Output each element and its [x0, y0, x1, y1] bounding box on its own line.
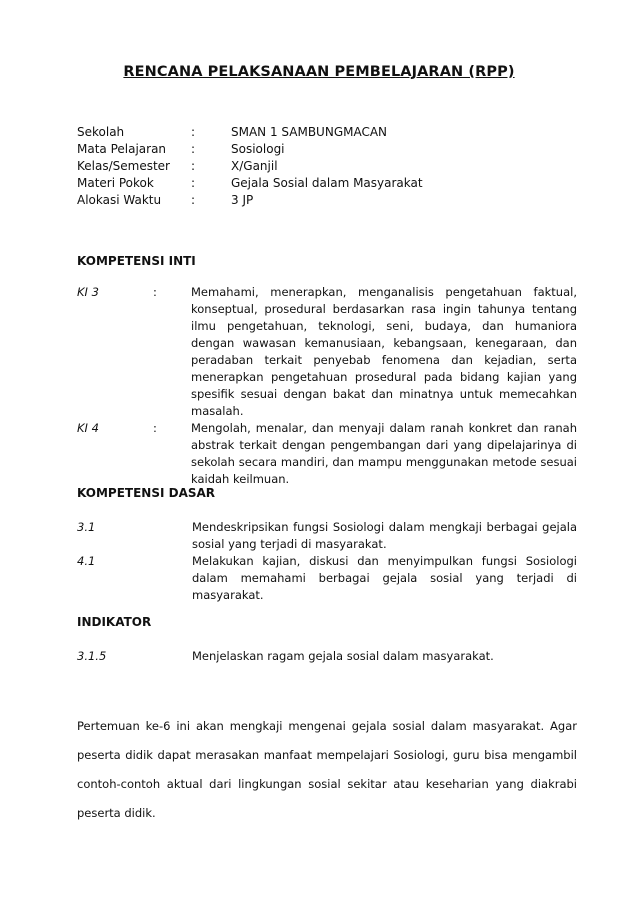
- indikator-text: Menjelaskan ragam gejala sosial dalam masyarakat.: [192, 649, 494, 663]
- identity-label: Materi Pokok: [77, 176, 154, 190]
- ki-item: [77, 420, 577, 488]
- identity-table: [77, 124, 423, 209]
- identity-label: Kelas/Semester: [77, 159, 170, 173]
- kd-text: Mendeskripsikan fungsi Sosiologi dalam mengkaji berbagai gejala sosial yang terjadi di masyarakat.: [192, 520, 577, 551]
- identity-colon: :: [191, 159, 196, 173]
- kompetensi-inti-list: [77, 284, 577, 488]
- identity-row: [77, 124, 423, 141]
- intro-paragraph: Pertemuan ke-6 ini akan mengkaji mengenai gejala sosial dalam masyarakat. Agar peserta didik dapat merasakan manfaat mempelajari Sosiologi, guru bisa mengambil contoh-contoh aktual dari lingkungan sosial sekitar atau keseharian yang diakrabi peserta didik.: [77, 719, 577, 820]
- ki-text: Memahami, menerapkan, menganalisis pengetahuan faktual, konseptual, prosedural berdasarkan rasa ingin tahunya tentang ilmu pengetahuan, teknologi, seni, budaya, dan humaniora dengan wawasan kemanusiaan, kebangsaan, kenegaraan, dan peradaban terkait penyebab fenomena dan kejadian, serta menerapkan pengetahuan prosedural pada bidang kajian yang spesifik sesuai dengan bakat dan minatnya untuk memecahkan masalah.: [191, 285, 577, 418]
- identity-label: Alokasi Waktu: [77, 193, 162, 207]
- identity-colon: :: [191, 125, 196, 139]
- indikator-list: [77, 648, 577, 665]
- identity-value: Sosiologi: [231, 142, 285, 156]
- identity-colon: :: [191, 142, 196, 156]
- identity-row: [77, 192, 423, 209]
- indikator-code: 3.1.5: [77, 649, 107, 663]
- kd-item: [77, 519, 577, 553]
- kd-code: 3.1: [77, 520, 96, 534]
- ki-code: KI 4: [77, 421, 99, 435]
- ki-code: KI 3: [77, 285, 99, 299]
- ki-item: [77, 284, 577, 420]
- ki-colon: :: [153, 421, 157, 435]
- identity-label: Sekolah: [77, 125, 125, 139]
- document-title: RENCANA PELAKSANAAN PEMBELAJARAN (RPP): [123, 64, 515, 80]
- identity-row: [77, 158, 423, 175]
- identity-value: X/Ganjil: [231, 159, 278, 173]
- identity-label: Mata Pelajaran: [77, 142, 167, 156]
- ki-colon: :: [153, 285, 157, 299]
- identity-row: [77, 175, 423, 192]
- indikator-item: [77, 648, 577, 665]
- kd-text: Melakukan kajian, diskusi dan menyimpulkan fungsi Sosiologi dalam memahami berbagai gejala sosial yang terjadi di masyarakat.: [192, 554, 577, 602]
- ki-text: Mengolah, menalar, dan menyaji dalam ranah konkret dan ranah abstrak terkait dengan pengembangan dari yang dipelajarinya di sekolah secara mandiri, dan mampu menggunakan metode sesuai kaidah keilmuan.: [191, 421, 577, 486]
- identity-row: [77, 141, 423, 158]
- identity-colon: :: [191, 176, 196, 190]
- kompetensi-dasar-heading: KOMPETENSI DASAR: [77, 486, 216, 500]
- identity-colon: :: [191, 193, 196, 207]
- indikator-heading: INDIKATOR: [77, 615, 152, 629]
- identity-value: SMAN 1 SAMBUNGMACAN: [231, 125, 388, 139]
- identity-value: Gejala Sosial dalam Masyarakat: [231, 176, 423, 190]
- identity-value: 3 JP: [231, 193, 254, 207]
- kd-code: 4.1: [77, 554, 96, 568]
- kompetensi-dasar-list: [77, 519, 577, 604]
- kd-item: [77, 553, 577, 604]
- kompetensi-inti-heading: KOMPETENSI INTI: [77, 254, 196, 268]
